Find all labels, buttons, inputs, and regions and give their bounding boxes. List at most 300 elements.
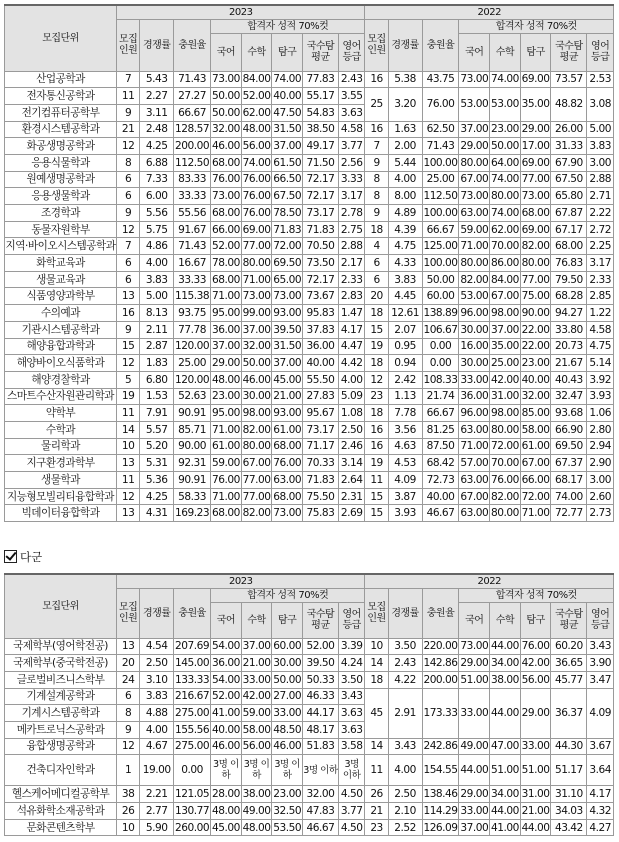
value-cell: 3.00 [587, 472, 614, 489]
value-cell: 56.00 [241, 138, 272, 155]
value-cell: 27.00 [272, 688, 303, 705]
value-cell: 22.00 [520, 338, 551, 355]
value-cell: 15 [117, 338, 140, 355]
value-cell: 2.94 [587, 438, 614, 455]
value-cell: 56.00 [520, 671, 551, 688]
value-cell: 36.00 [303, 338, 339, 355]
value-cell: 15 [365, 321, 388, 338]
value-cell: 145.00 [174, 655, 211, 672]
value-cell: 7 [365, 138, 388, 155]
value-cell: 67.00 [520, 455, 551, 472]
value-cell: 44.30 [551, 738, 587, 755]
value-cell: 2.33 [338, 271, 365, 288]
value-cell: 2.33 [587, 271, 614, 288]
value-cell: 4.24 [338, 655, 365, 672]
value-cell: 5.00 [587, 121, 614, 138]
value-cell: 67.90 [551, 154, 587, 171]
table-body [5, 638, 614, 836]
value-cell: 4.75 [587, 338, 614, 355]
admission-table-ga [4, 4, 614, 522]
value-cell: 57.00 [459, 455, 490, 472]
value-cell: 2.25 [587, 238, 614, 255]
value-cell: 38.00 [490, 671, 521, 688]
value-cell: 77.00 [520, 271, 551, 288]
table-row [5, 438, 614, 455]
value-cell: 72.17 [303, 188, 339, 205]
value-cell: 1.13 [388, 388, 422, 405]
value-cell: 63.00 [459, 421, 490, 438]
value-cell: 35.00 [520, 88, 551, 121]
value-cell: 34.00 [490, 655, 521, 672]
value-cell: 9 [117, 721, 140, 738]
value-cell: 4.27 [587, 819, 614, 836]
value-cell: 30.00 [459, 355, 490, 372]
value-cell: 76.00 [241, 188, 272, 205]
value-cell: 133.33 [174, 671, 211, 688]
dept-name-cell: 전자통신공학과 [5, 88, 117, 105]
dept-name-cell: 석유화학소재공학과 [5, 803, 117, 820]
value-cell: 3.20 [388, 88, 422, 121]
value-cell: 20 [117, 655, 140, 672]
value-cell: 32.00 [303, 786, 339, 803]
value-cell: 4.25 [140, 138, 174, 155]
value-cell: 66.00 [211, 221, 242, 238]
dept-name-cell: 수의예과 [5, 305, 117, 322]
value-cell: 3.56 [388, 421, 422, 438]
header-korean: 국어 [459, 602, 490, 638]
value-cell: 112.50 [422, 188, 459, 205]
value-cell: 39.50 [303, 655, 339, 672]
value-cell: 4.39 [388, 221, 422, 238]
value-cell: 51.00 [459, 671, 490, 688]
value-cell: 8.13 [140, 305, 174, 322]
value-cell: 4.63 [388, 438, 422, 455]
value-cell: 52.00 [211, 238, 242, 255]
value-cell: 46.00 [241, 371, 272, 388]
value-cell: 72.77 [551, 505, 587, 522]
value-cell: 12 [117, 738, 140, 755]
value-cell: 36.00 [459, 388, 490, 405]
value-cell: 71.00 [211, 421, 242, 438]
value-cell: 71.00 [459, 238, 490, 255]
value-cell: 19 [117, 388, 140, 405]
value-cell: 108.33 [422, 371, 459, 388]
dept-name-cell: 지역·바이오시스템공학과 [5, 238, 117, 255]
table-row [5, 671, 614, 688]
value-cell: 40.43 [551, 371, 587, 388]
header-year-2022: 2022 [365, 574, 614, 588]
value-cell: 76.00 [241, 205, 272, 222]
value-cell: 51.17 [551, 755, 587, 786]
value-cell: 21.00 [520, 803, 551, 820]
table-header [5, 574, 614, 638]
value-cell: 53.00 [459, 88, 490, 121]
value-cell: 3.77 [338, 803, 365, 820]
value-cell: 3.87 [388, 488, 422, 505]
value-cell: 2.52 [388, 819, 422, 836]
table-row [5, 355, 614, 372]
dept-name-cell: 건축디자인학과 [5, 755, 117, 786]
value-cell: 3.83 [140, 688, 174, 705]
value-cell: 59.00 [211, 455, 242, 472]
dept-name-cell: 해양바이오식품학과 [5, 355, 117, 372]
dept-name-cell: 기계시스템공학과 [5, 705, 117, 722]
value-cell: 66.90 [551, 421, 587, 438]
value-cell: 3.33 [338, 171, 365, 188]
value-cell: 18 [365, 405, 388, 422]
value-cell: 68.00 [272, 438, 303, 455]
value-cell: 73.00 [459, 638, 490, 655]
value-cell: 9 [365, 205, 388, 222]
value-cell: 95.00 [211, 305, 242, 322]
value-cell: 37.00 [459, 121, 490, 138]
value-cell: 8 [365, 188, 388, 205]
value-cell: 74.00 [490, 71, 521, 88]
table-row [5, 405, 614, 422]
value-cell: 71.00 [211, 488, 242, 505]
value-cell: 4.54 [140, 638, 174, 655]
value-cell: 23.00 [211, 388, 242, 405]
value-cell: 4.22 [388, 671, 422, 688]
value-cell: 77.00 [241, 472, 272, 489]
header-korean: 국어 [211, 33, 242, 71]
value-cell: 0.00 [174, 755, 211, 786]
value-cell: 7.33 [140, 171, 174, 188]
value-cell: 68.00 [551, 238, 587, 255]
value-cell: 100.00 [422, 255, 459, 272]
value-cell: 62.50 [422, 121, 459, 138]
value-cell: 95.67 [303, 405, 339, 422]
value-cell: 4.47 [338, 338, 365, 355]
header-average: 국수탐 평균 [551, 33, 587, 71]
value-cell: 3.50 [338, 671, 365, 688]
value-cell: 216.67 [174, 688, 211, 705]
value-cell: 13 [117, 455, 140, 472]
value-cell: 20 [365, 288, 388, 305]
value-cell: 60.20 [551, 638, 587, 655]
value-cell: 98.00 [490, 405, 521, 422]
header-fill-rate: 충원율 [174, 588, 211, 638]
value-cell: 76.00 [490, 472, 521, 489]
value-cell: 91.67 [174, 221, 211, 238]
value-cell: 53.00 [459, 288, 490, 305]
value-cell: 37.00 [241, 321, 272, 338]
value-cell: 74.00 [490, 205, 521, 222]
value-cell: 5.36 [140, 472, 174, 489]
header-average: 국수탐 평균 [551, 602, 587, 638]
value-cell: 53.00 [490, 88, 521, 121]
value-cell: 46.33 [303, 688, 339, 705]
value-cell: 4.45 [388, 288, 422, 305]
value-cell: 5.00 [140, 288, 174, 305]
value-cell: 130.77 [174, 803, 211, 820]
value-cell: 106.67 [422, 321, 459, 338]
value-cell: 73.00 [272, 505, 303, 522]
value-cell: 169.23 [174, 505, 211, 522]
value-cell: 76.00 [211, 472, 242, 489]
table-row [5, 71, 614, 88]
table-row [5, 338, 614, 355]
value-cell: 200.00 [422, 671, 459, 688]
value-cell: 3.55 [338, 88, 365, 105]
value-cell: 3.10 [140, 671, 174, 688]
value-cell: 5.14 [587, 355, 614, 372]
header-competition: 경쟁률 [140, 19, 174, 71]
value-cell: 21.00 [241, 655, 272, 672]
value-cell: 63.00 [459, 205, 490, 222]
dept-name-cell: 산업공학과 [5, 71, 117, 88]
dept-name-cell: 해양융합과학과 [5, 338, 117, 355]
value-cell: 54.83 [303, 104, 339, 121]
value-cell: 63.00 [459, 505, 490, 522]
value-cell: 71.00 [520, 505, 551, 522]
value-cell: 9 [365, 154, 388, 171]
dept-name-cell: 기관시스템공학과 [5, 321, 117, 338]
header-fill-rate: 충원율 [422, 19, 459, 71]
value-cell: 33.33 [174, 188, 211, 205]
table-row [5, 288, 614, 305]
header-quota: 모집 인원 [365, 19, 388, 71]
value-cell: 68.42 [422, 455, 459, 472]
header-english: 영어 등급 [587, 602, 614, 638]
checkbox-icon [4, 550, 17, 563]
table-row [5, 205, 614, 222]
value-cell: 76.83 [551, 255, 587, 272]
value-cell: 0.95 [388, 338, 422, 355]
value-cell: 2.56 [338, 154, 365, 171]
value-cell: 80.00 [459, 255, 490, 272]
value-cell: 25.00 [174, 355, 211, 372]
value-cell: 11 [365, 755, 388, 786]
value-cell: 21 [365, 803, 388, 820]
dept-name-cell: 물리학과 [5, 438, 117, 455]
value-cell: 98.00 [490, 305, 521, 322]
value-cell: 100.00 [422, 205, 459, 222]
dept-name-cell: 식품영양과학부 [5, 288, 117, 305]
value-cell: 71.43 [174, 238, 211, 255]
value-cell: 12 [117, 221, 140, 238]
value-cell: 69.00 [241, 221, 272, 238]
table-row [5, 688, 614, 705]
value-cell: 4.75 [388, 238, 422, 255]
value-cell: 16 [365, 71, 388, 88]
dept-name-cell: 동물자원학부 [5, 221, 117, 238]
value-cell: 44.00 [520, 819, 551, 836]
value-cell: 93.00 [272, 405, 303, 422]
value-cell: 115.38 [174, 288, 211, 305]
table-row [5, 638, 614, 655]
value-cell: 3.14 [338, 455, 365, 472]
value-cell: 3.17 [338, 188, 365, 205]
value-cell: 2.50 [388, 786, 422, 803]
dept-name-cell: 국제학부(영어학전공) [5, 638, 117, 655]
value-cell: 44.00 [490, 803, 521, 820]
value-cell: 62.00 [490, 221, 521, 238]
value-cell: 71.00 [241, 271, 272, 288]
value-cell: 0.00 [422, 355, 459, 372]
value-cell: 0.94 [388, 355, 422, 372]
header-dept: 모집단위 [5, 5, 117, 71]
value-cell: 33.00 [520, 738, 551, 755]
value-cell: 4.88 [140, 705, 174, 722]
value-cell: 154.55 [422, 755, 459, 786]
value-cell: 54.00 [211, 671, 242, 688]
value-cell: 11 [117, 472, 140, 489]
value-cell: 1 [117, 755, 140, 786]
value-cell: 114.29 [422, 803, 459, 820]
value-cell: 3.77 [338, 138, 365, 155]
value-cell: 5.75 [140, 221, 174, 238]
header-dept: 모집단위 [5, 574, 117, 638]
value-cell: 2.88 [338, 238, 365, 255]
value-cell: 53.50 [272, 819, 303, 836]
value-cell: 3.39 [338, 638, 365, 655]
value-cell: 12 [365, 371, 388, 388]
value-cell: 42.00 [490, 371, 521, 388]
value-cell: 6.88 [140, 154, 174, 171]
value-cell: 76.00 [241, 171, 272, 188]
value-cell: 3명 이하 [211, 755, 242, 786]
value-cell: 66.50 [272, 171, 303, 188]
value-cell: 3.50 [388, 638, 422, 655]
value-cell: 45.00 [211, 819, 242, 836]
value-cell: 275.00 [174, 705, 211, 722]
value-cell: 4 [365, 238, 388, 255]
value-cell: 26.00 [551, 121, 587, 138]
value-cell: 26 [117, 803, 140, 820]
table-body [5, 71, 614, 522]
header-english: 영어 등급 [587, 33, 614, 71]
value-cell: 69.00 [520, 221, 551, 238]
value-cell: 4.17 [338, 321, 365, 338]
value-cell: 46.67 [303, 819, 339, 836]
value-cell: 37.00 [490, 321, 521, 338]
value-cell: 8 [117, 154, 140, 171]
value-cell: 74.00 [241, 154, 272, 171]
table-row [5, 655, 614, 672]
value-cell: 61.50 [272, 154, 303, 171]
value-cell: 31.10 [551, 786, 587, 803]
value-cell: 3.93 [587, 388, 614, 405]
value-cell: 74.00 [551, 488, 587, 505]
value-cell: 73.67 [303, 288, 339, 305]
value-cell: 19 [365, 455, 388, 472]
value-cell: 38 [117, 786, 140, 803]
value-cell: 2.27 [140, 88, 174, 105]
value-cell: 3.63 [338, 721, 365, 738]
header-fill-rate: 충원율 [174, 19, 211, 71]
value-cell: 16 [365, 421, 388, 438]
value-cell: 90.91 [174, 405, 211, 422]
value-cell: 5.44 [388, 154, 422, 171]
value-cell: 14 [365, 655, 388, 672]
value-cell: 8.00 [388, 188, 422, 205]
value-cell: 70.00 [490, 238, 521, 255]
value-cell: 9 [117, 321, 140, 338]
value-cell: 6.80 [140, 371, 174, 388]
value-cell: 80.00 [490, 188, 521, 205]
value-cell: 21 [117, 121, 140, 138]
value-cell: 5.90 [140, 819, 174, 836]
table-row [5, 755, 614, 786]
table-row [5, 371, 614, 388]
value-cell: 72.00 [272, 238, 303, 255]
value-cell: 260.00 [174, 819, 211, 836]
value-cell: 90.00 [174, 438, 211, 455]
dept-name-cell: 헬스케어메디컬공학부 [5, 786, 117, 803]
value-cell: 73.17 [303, 205, 339, 222]
value-cell: 37.00 [211, 338, 242, 355]
value-cell: 4.58 [587, 321, 614, 338]
value-cell: 23 [365, 388, 388, 405]
value-cell: 4.50 [338, 819, 365, 836]
value-cell: 20.73 [551, 338, 587, 355]
value-cell: 3.90 [587, 655, 614, 672]
value-cell: 16 [365, 438, 388, 455]
value-cell: 7 [117, 238, 140, 255]
value-cell: 120.00 [174, 338, 211, 355]
value-cell: 15 [365, 505, 388, 522]
dept-name-cell: 전기컴퓨터공학부 [5, 104, 117, 121]
header-cut: 합격자 성적 70%컷 [211, 19, 365, 33]
value-cell: 66.67 [422, 221, 459, 238]
value-cell: 31.33 [551, 138, 587, 155]
value-cell: 67.00 [459, 488, 490, 505]
value-cell: 90.91 [174, 472, 211, 489]
value-cell: 14 [117, 421, 140, 438]
dept-name-cell: 응용생물학과 [5, 188, 117, 205]
value-cell: 37.00 [272, 355, 303, 372]
value-cell: 36.00 [211, 321, 242, 338]
dept-name-cell: 지능형모빌리티융합학과 [5, 488, 117, 505]
value-cell: 3.67 [587, 738, 614, 755]
value-cell: 44.00 [490, 638, 521, 655]
value-cell: 70.33 [303, 455, 339, 472]
value-cell: 3.93 [388, 505, 422, 522]
value-cell: 3.83 [140, 271, 174, 288]
value-cell: 4.89 [388, 205, 422, 222]
value-cell: 75.50 [303, 488, 339, 505]
value-cell: 49.17 [303, 138, 339, 155]
value-cell: 46.00 [211, 138, 242, 155]
header-year-2022: 2022 [365, 5, 614, 19]
value-cell: 68.00 [211, 271, 242, 288]
value-cell: 24 [117, 671, 140, 688]
value-cell: 2.31 [338, 488, 365, 505]
value-cell: 3.11 [140, 104, 174, 121]
value-cell: 26 [365, 786, 388, 803]
value-cell: 2.72 [587, 221, 614, 238]
value-cell: 71.00 [459, 438, 490, 455]
value-cell: 7.78 [388, 405, 422, 422]
value-cell: 23.00 [272, 786, 303, 803]
table-row [5, 188, 614, 205]
value-cell: 42.00 [520, 655, 551, 672]
value-cell: 8 [365, 171, 388, 188]
dept-name-cell: 화공생명공학과 [5, 138, 117, 155]
value-cell: 37.00 [272, 138, 303, 155]
value-cell: 17.00 [520, 138, 551, 155]
value-cell: 18 [365, 305, 388, 322]
value-cell: 31.50 [272, 338, 303, 355]
value-cell: 3.17 [587, 255, 614, 272]
value-cell: 3.43 [388, 738, 422, 755]
value-cell: 51.83 [303, 738, 339, 755]
value-cell: 2.00 [388, 138, 422, 155]
value-cell: 40.00 [422, 488, 459, 505]
value-cell: 4.86 [140, 238, 174, 255]
value-cell: 275.00 [174, 738, 211, 755]
